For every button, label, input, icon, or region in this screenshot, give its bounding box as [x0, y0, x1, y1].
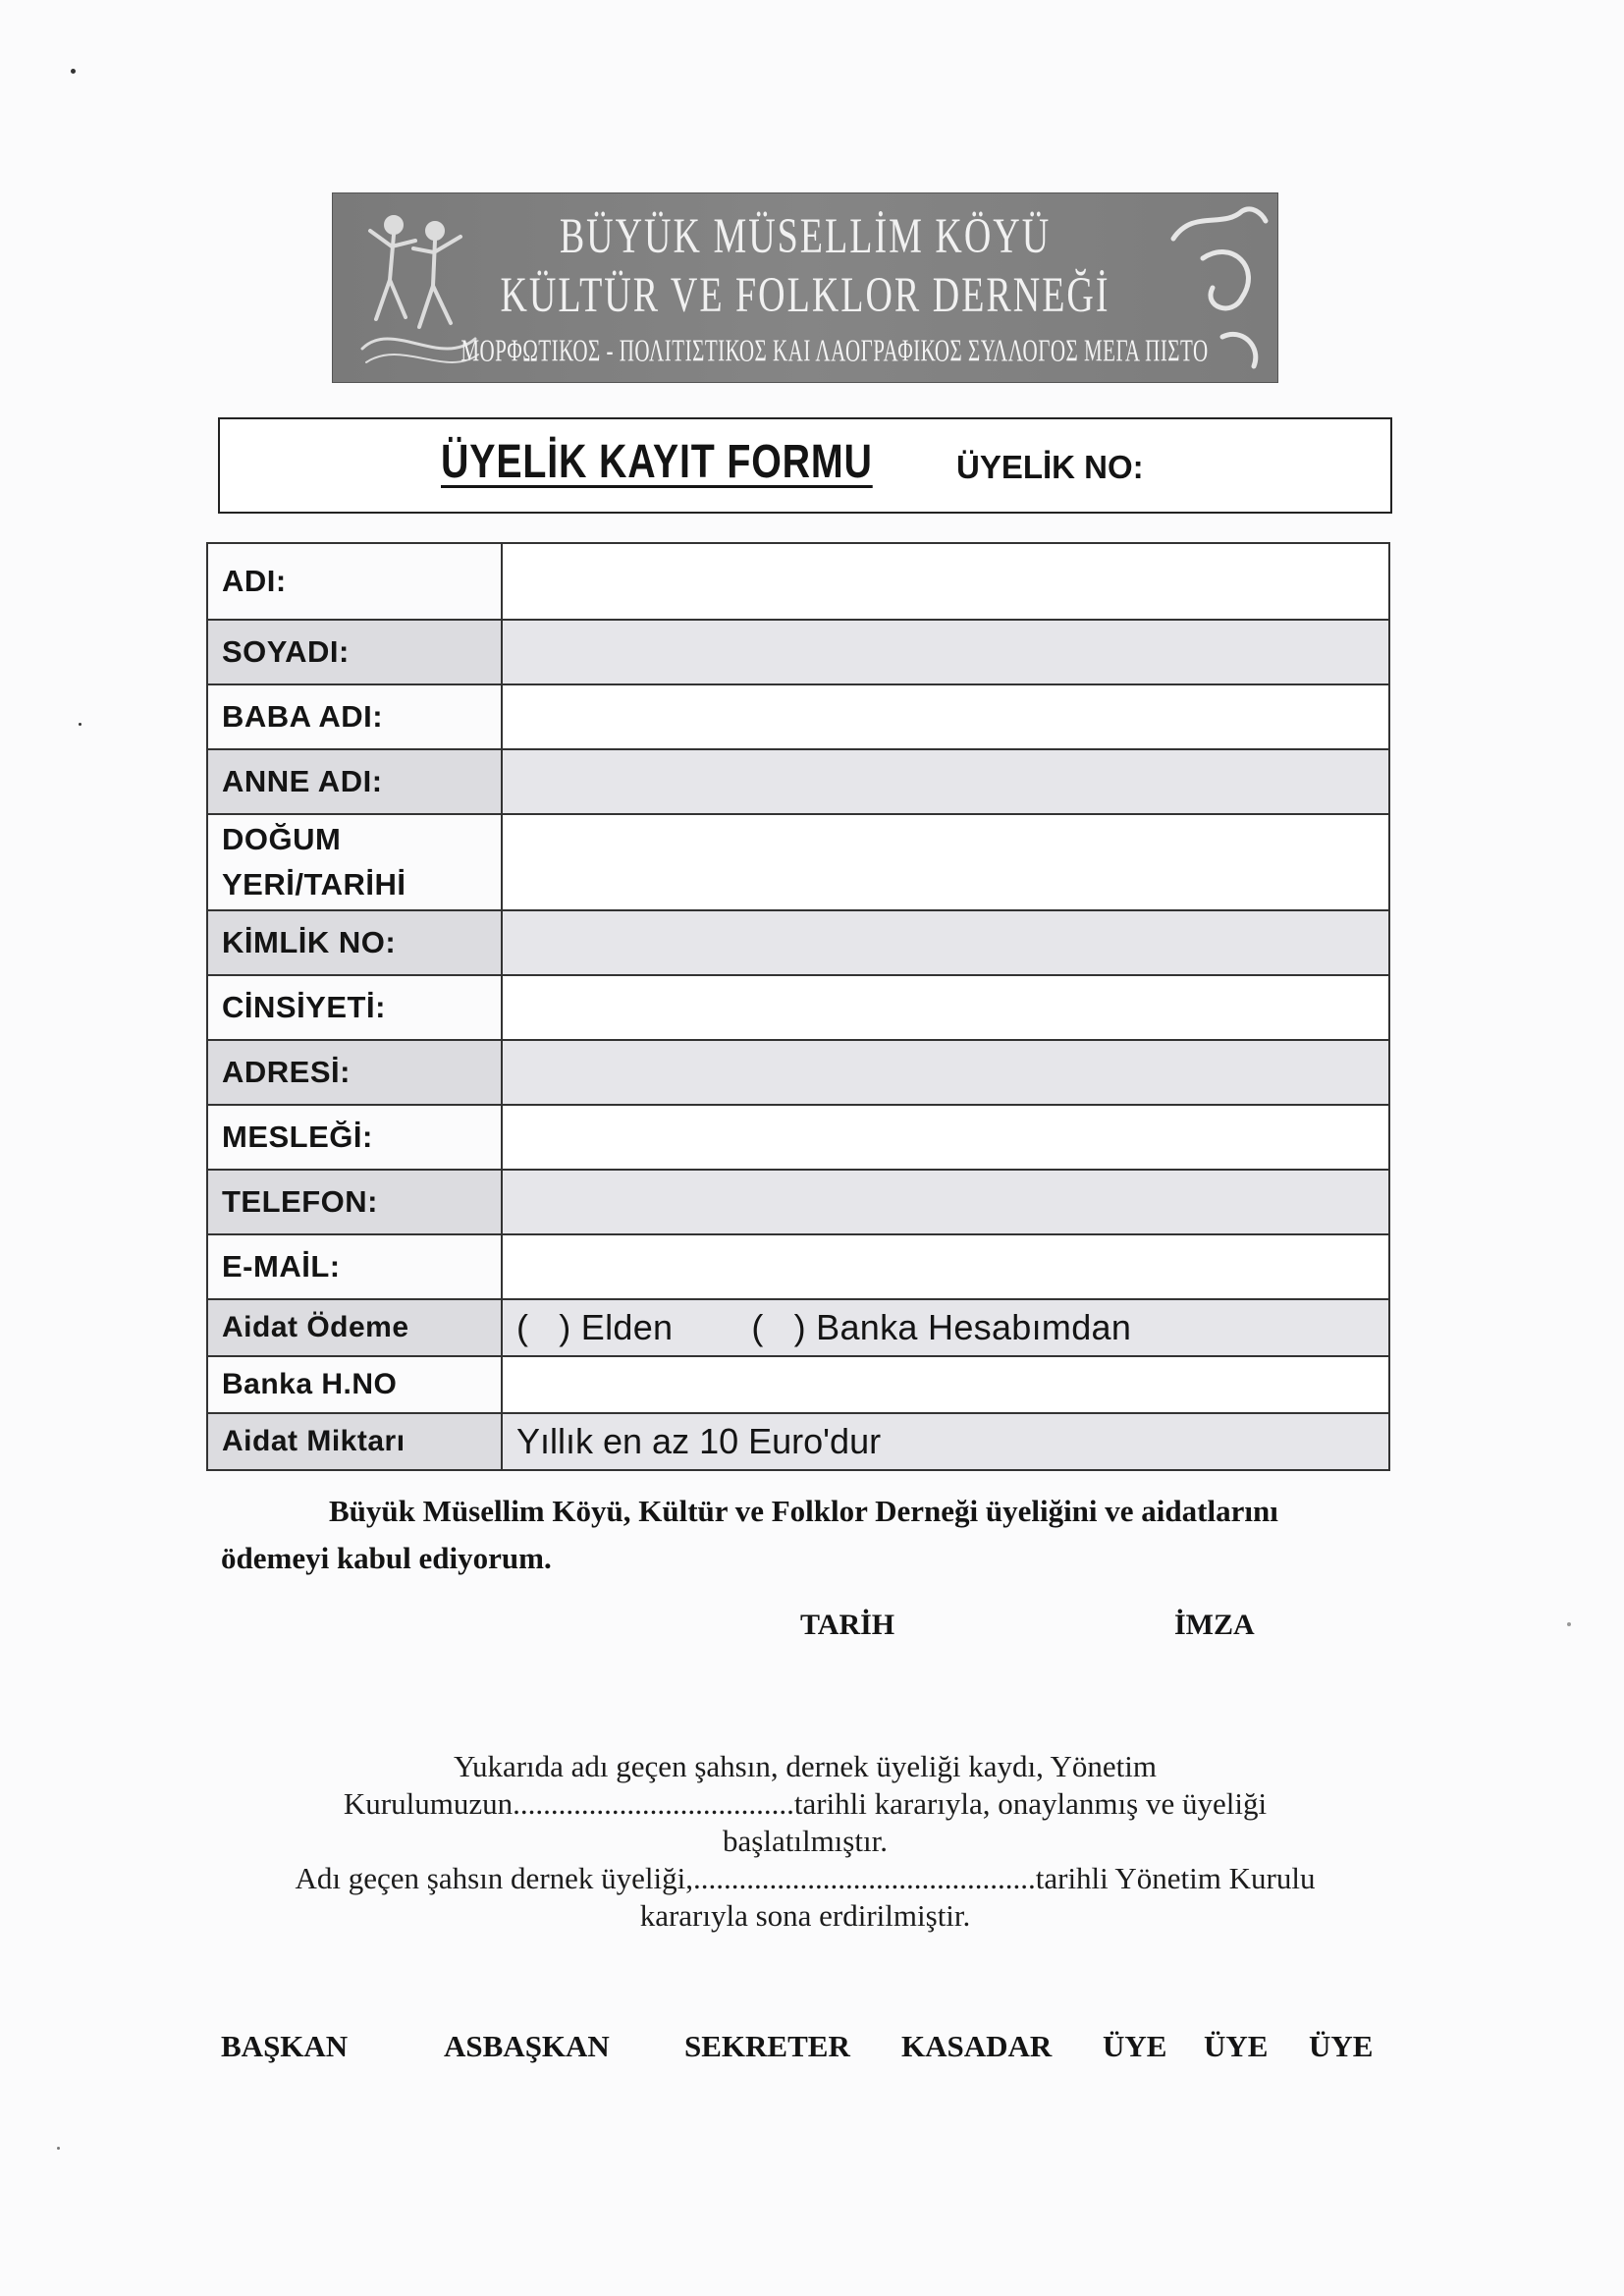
- table-row: [207, 620, 1389, 684]
- field-label-gender: CİNSİYETİ:: [207, 975, 502, 1040]
- field-value-gender[interactable]: [502, 975, 1389, 1040]
- signature-label: İMZA: [1174, 1609, 1255, 1641]
- field-value-dues-payment: [502, 1299, 1389, 1356]
- table-row: [207, 684, 1389, 749]
- membership-number-label: ÜYELİK NO:: [956, 449, 1144, 485]
- banner-line-greek: ΜΟΡΦΩΤΙΚΟΣ - ΠΟΛΙΤΙΣΤΙΚΟΣ ΚΑΙ ΛΑΟΓΡΑΦΙΚΟΣ ΣΥΛΛΟΓΟΣ ΜΕΓΑ ΠΙΣΤΟ: [460, 332, 1209, 368]
- field-value-phone[interactable]: [502, 1170, 1389, 1234]
- field-value-bank-account-no[interactable]: [502, 1356, 1389, 1413]
- option-cash[interactable]: ( ) Elden: [516, 1307, 674, 1347]
- field-label-email: E-MAİL:: [207, 1234, 502, 1299]
- table-row: [207, 1170, 1389, 1234]
- scan-speck: [71, 69, 76, 74]
- scan-speck: [1567, 1622, 1571, 1626]
- board-approval-note: [206, 1748, 1404, 1935]
- table-row: [207, 1040, 1389, 1105]
- field-label-occupation: MESLEĞİ:: [207, 1105, 502, 1170]
- field-label-name: ADI:: [207, 543, 502, 620]
- note-line: başlatılmıştır.: [723, 1824, 888, 1858]
- field-value-name[interactable]: [502, 543, 1389, 620]
- note-line: Adı geçen şahsın dernek üyeliği,.............................................tarihli Yönetim Kurulu: [295, 1861, 1316, 1895]
- field-value-id-number[interactable]: [502, 910, 1389, 975]
- association-banner: [332, 192, 1278, 383]
- banner-line-2: KÜLTÜR VE FOLKLOR DERNEĞİ: [500, 267, 1110, 324]
- field-value-surname[interactable]: [502, 620, 1389, 684]
- field-value-father-name[interactable]: [502, 684, 1389, 749]
- field-value-dues-amount: Yıllık en az 10 Euro'dur: [502, 1413, 1389, 1470]
- table-row: [207, 543, 1389, 620]
- table-row: [207, 975, 1389, 1040]
- field-label-dues-payment: Aidat Ödeme: [207, 1299, 502, 1356]
- field-label-id-number: KİMLİK NO:: [207, 910, 502, 975]
- field-label-bank-account-no: Banka H.NO: [207, 1356, 502, 1413]
- form-title-box: [218, 417, 1392, 514]
- registration-table: [206, 542, 1390, 1471]
- banner-line-1: BÜYÜK MÜSELLİM KÖYÜ: [559, 208, 1052, 265]
- field-label-surname: SOYADI:: [207, 620, 502, 684]
- table-row: [207, 1413, 1389, 1470]
- field-value-email[interactable]: [502, 1234, 1389, 1299]
- field-label-mother-name: ANNE ADI:: [207, 749, 502, 814]
- scan-speck: [79, 723, 81, 726]
- role-member-1: ÜYE: [1103, 2029, 1167, 2063]
- table-row: [207, 814, 1389, 910]
- role-member-2: ÜYE: [1204, 2029, 1269, 2063]
- role-secretary: SEKRETER: [684, 2029, 850, 2063]
- table-row: [207, 1105, 1389, 1170]
- field-label-phone: TELEFON:: [207, 1170, 502, 1234]
- note-line: Kurulumuzun.....................................tarihli kararıyla, onaylanmış ve üyeliği: [343, 1786, 1268, 1821]
- table-row: [207, 1234, 1389, 1299]
- date-label: TARİH: [800, 1609, 895, 1641]
- field-value-birth-place-date[interactable]: [502, 814, 1389, 910]
- field-label-dues-amount: Aidat Miktarı: [207, 1413, 502, 1470]
- table-row: [207, 1299, 1389, 1356]
- field-label-birth-place-date: DOĞUM YERİ/TARİHİ: [207, 814, 502, 910]
- table-row: [207, 749, 1389, 814]
- scan-speck: [57, 2147, 60, 2150]
- role-member-3: ÜYE: [1309, 2029, 1374, 2063]
- acceptance-statement: Büyük Müsellim Köyü, Kültür ve Folklor Derneği üyeliğini ve aidatlarını ödemeyi kabul ediyorum.: [221, 1494, 1278, 1575]
- role-vice-president: ASBAŞKAN: [444, 2029, 610, 2063]
- ornament-icon: [1164, 199, 1272, 376]
- form-title: ÜYELİK KAYIT FORMU: [441, 436, 873, 488]
- note-line: kararıyla sona erdirilmiştir.: [639, 1898, 971, 1933]
- field-label-father-name: BABA ADI:: [207, 684, 502, 749]
- field-value-address[interactable]: [502, 1040, 1389, 1105]
- table-row: [207, 1356, 1389, 1413]
- role-president: BAŞKAN: [221, 2029, 349, 2063]
- field-value-mother-name[interactable]: [502, 749, 1389, 814]
- field-value-occupation[interactable]: [502, 1105, 1389, 1170]
- table-row: [207, 910, 1389, 975]
- note-line: Yukarıda adı geçen şahsın, dernek üyeliği kaydı, Yönetim: [454, 1749, 1157, 1783]
- option-bank-account[interactable]: ( ) Banka Hesabımdan: [751, 1307, 1132, 1347]
- field-label-address: ADRESİ:: [207, 1040, 502, 1105]
- role-treasurer: KASADAR: [901, 2029, 1053, 2063]
